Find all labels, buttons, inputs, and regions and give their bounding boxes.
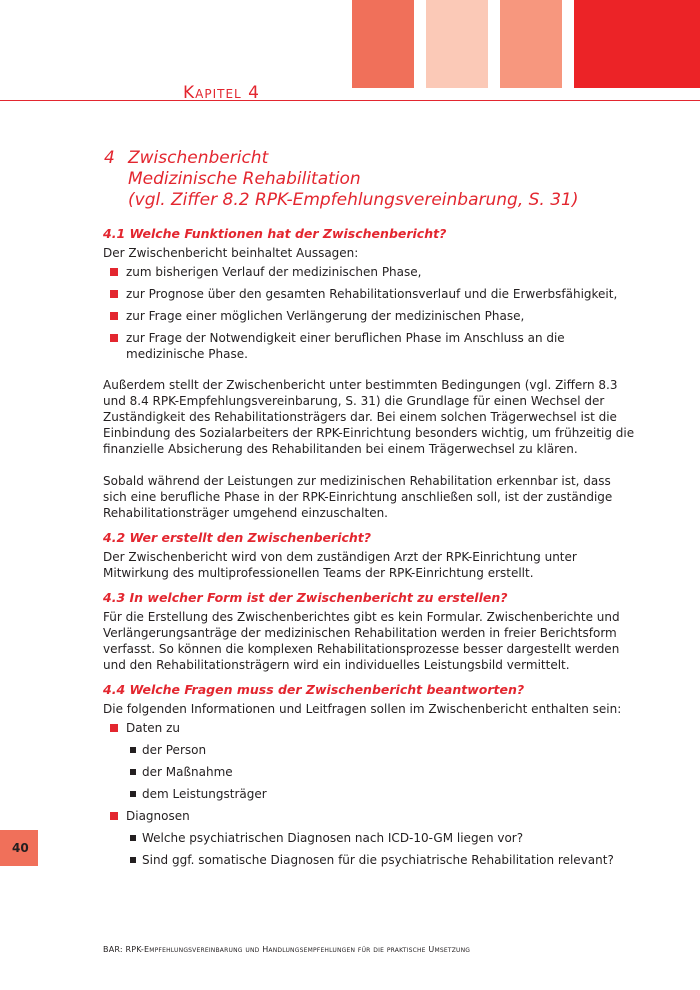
square-bullet-icon: [130, 857, 136, 863]
paragraph: Der Zwischenbericht wird von dem zuständigen Arzt der RPK-Einrichtung unter Mitwirkung des multiprofessionellen Teams der RPK-Einrichtung erstellt.: [103, 550, 577, 580]
list-item-text: zum bisherigen Verlauf der medizinischen Phase,: [126, 265, 422, 279]
sub-list-item: [103, 852, 638, 868]
title-line-2: Medizinische Rehabilitation: [128, 169, 361, 189]
list-item: [103, 330, 638, 362]
square-bullet-icon: [110, 724, 118, 732]
paragraph: Für die Erstellung des Zwischenberichtes gibt es kein Formular. Zwischenberichte und Verlängerungsanträge der medizinischen Rehabilitation werden in freier Berichtsform verfasst. So können die komplexen Rehabilitationsprozesse besser dargestellt werden und den Rehabilitationsträgern wird ein individuelles Leistungsbild vermittelt.: [103, 610, 620, 672]
sub-list-item: [103, 786, 638, 802]
list-item: [103, 286, 638, 302]
square-bullet-icon: [130, 769, 136, 775]
section-heading-4-4: 4.4 Welche Fragen muss der Zwischenbericht beantworten?: [103, 682, 525, 697]
page-footer: BAR: RPK-Empfehlungsvereinbarung und Handlungsempfehlungen für die praktische Umsetzung: [103, 945, 471, 954]
square-bullet-icon: [110, 312, 118, 320]
header-square-1: [352, 0, 414, 88]
bullet-list: [103, 264, 638, 362]
list-item-text: zur Prognose über den gesamten Rehabilitationsverlauf und die Erwerbsfähigkeit,: [126, 287, 618, 301]
list-item-text: dem Leistungsträger: [142, 787, 267, 801]
header-rule: [0, 100, 700, 101]
square-bullet-icon: [110, 334, 118, 342]
page-number: 40: [12, 841, 29, 855]
square-bullet-icon: [110, 290, 118, 298]
section-heading-4-3: 4.3 In welcher Form ist der Zwischenbericht zu erstellen?: [103, 590, 508, 605]
title-line-1: Zwischenbericht: [128, 148, 269, 168]
sub-list-item: [103, 830, 638, 846]
paragraph: Außerdem stellt der Zwischenbericht unter bestimmten Bedingungen (vgl. Ziffern 8.3 und 8.4 RPK-Empfehlungsvereinbarung, S. 31) die Grundlage für einen Wechsel der Zuständigkeit des Rehabilitationsträgers dar. Bei einem solchen Trägerwechsel ist die Einbindung des Sozialarbeiters der RPK-Einrichtung besonders wichtig, um frühzeitig die finanzielle Absicherung des Rehabilitanden bei einem Trägerwechsel zu klären.: [103, 378, 635, 456]
square-bullet-icon: [130, 791, 136, 797]
section-heading-4-2: 4.2 Wer erstellt den Zwischenbericht?: [103, 530, 372, 545]
list-item-text: Sind ggf. somatische Diagnosen für die psychiatrische Rehabilitation relevant?: [142, 853, 614, 867]
sub-list-item: [103, 764, 638, 780]
paragraph: Sobald während der Leistungen zur medizinischen Rehabilitation erkennbar ist, dass sich eine berufliche Phase in der RPK-Einrichtung anschließen soll, ist der zuständige Rehabilitationsträger umgehend einzuschalten.: [103, 474, 613, 520]
body-content: [103, 226, 638, 874]
section-heading-4-1: 4.1 Welche Funktionen hat der Zwischenbericht?: [103, 226, 447, 241]
list-item-text: zur Frage der Notwendigkeit einer beruflichen Phase im Anschluss an die medizinische Phase.: [126, 331, 565, 361]
title-line-3: (vgl. Ziffer 8.2 RPK-Empfehlungsvereinbarung, S. 31): [128, 190, 579, 210]
bullet-list: [103, 720, 638, 868]
list-item-text: Diagnosen: [126, 809, 190, 823]
section-intro: Der Zwischenbericht beinhaltet Aussagen:: [103, 246, 359, 260]
list-item-text: zur Frage einer möglichen Verlängerung der medizinischen Phase,: [126, 309, 525, 323]
header-square-4: [574, 0, 700, 88]
square-bullet-icon: [110, 268, 118, 276]
page-number-tab: [0, 830, 38, 866]
sub-bullet-list: [103, 742, 638, 802]
square-bullet-icon: [130, 747, 136, 753]
chapter-label: Kapitel 4: [183, 83, 260, 103]
list-item: [103, 308, 638, 324]
sub-list-item: [103, 742, 638, 758]
list-item-text: der Maßnahme: [142, 765, 233, 779]
header-square-3: [500, 0, 562, 88]
list-item: [103, 264, 638, 280]
list-item-text: Daten zu: [126, 721, 181, 735]
header-square-2: [426, 0, 488, 88]
list-item-text: Welche psychiatrischen Diagnosen nach ICD-10-GM liegen vor?: [142, 831, 524, 845]
list-item-text: der Person: [142, 743, 207, 757]
section-intro: Die folgenden Informationen und Leitfragen sollen im Zwischenbericht enthalten sein:: [103, 702, 622, 716]
list-item: [103, 720, 638, 802]
sub-bullet-list: [103, 830, 638, 868]
list-item: [103, 808, 638, 868]
chapter-number: 4: [104, 148, 115, 168]
square-bullet-icon: [110, 812, 118, 820]
square-bullet-icon: [130, 835, 136, 841]
